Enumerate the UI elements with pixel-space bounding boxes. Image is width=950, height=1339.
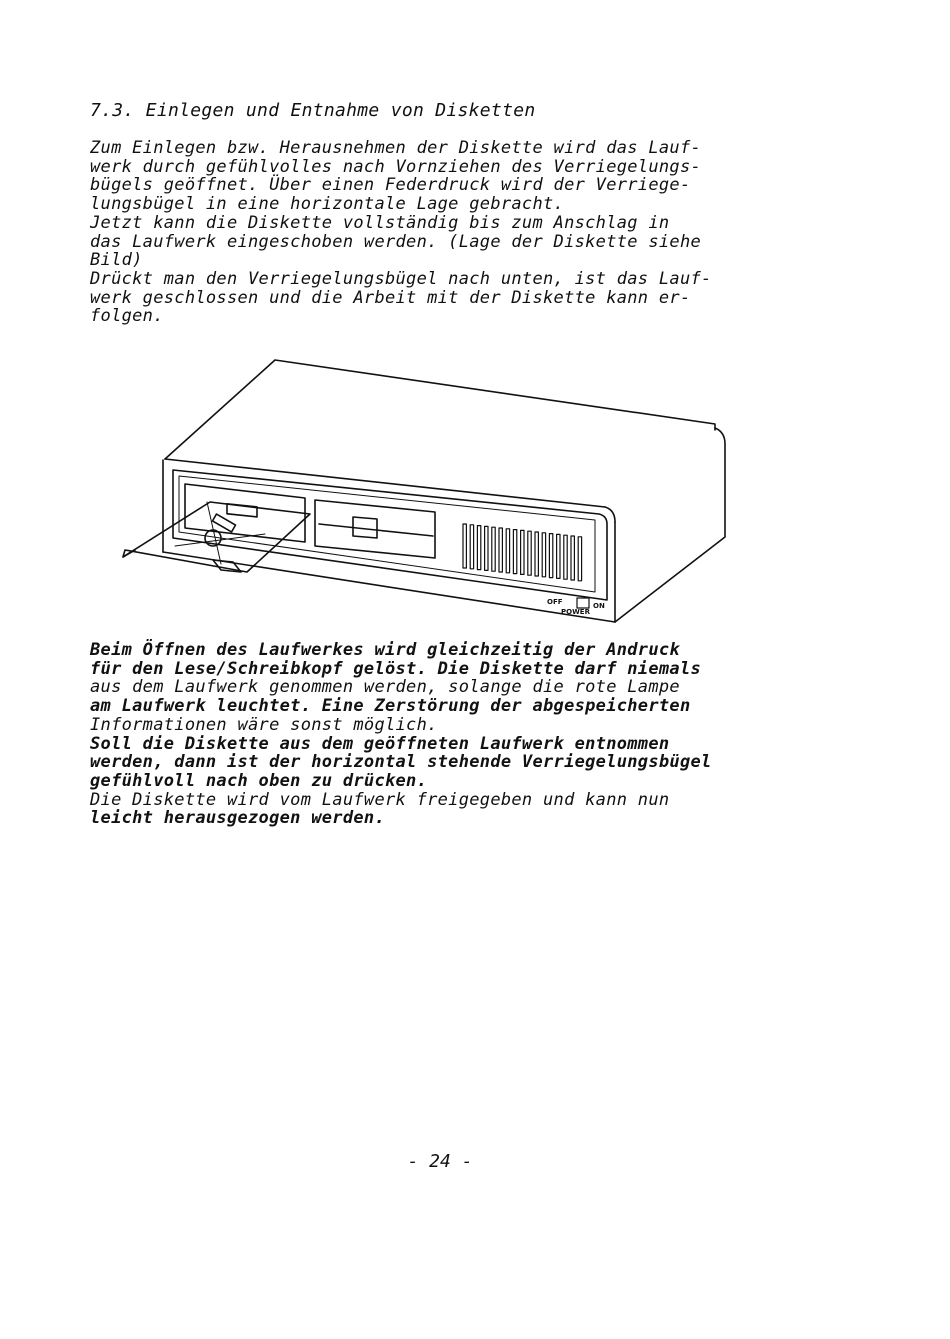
paragraph-line: lungsbügel in eine horizontale Lage gebracht.: [90, 194, 565, 215]
grille-slat: [571, 536, 574, 580]
paragraph-line: werk geschlossen und die Arbeit mit der Diskette kann er-: [90, 287, 691, 308]
paragraph-warnings: [90, 641, 712, 828]
drive-slot-left: [185, 484, 305, 542]
grille-slat: [485, 526, 488, 570]
grille-slat: [542, 533, 545, 577]
paragraph-line: leicht herausgezogen werden.: [90, 808, 385, 829]
paragraph-line: Beim Öffnen des Laufwerkes wird gleichzeitig der Andruck: [90, 640, 680, 660]
paragraph-line: gefühlvoll nach oben zu drücken.: [90, 770, 428, 791]
paragraph-line: Jetzt kann die Diskette vollständig bis zum Anschlag in: [90, 212, 670, 233]
paragraph-line: folgen.: [90, 306, 164, 327]
grille-slat: [521, 530, 524, 574]
grille-slat: [557, 534, 560, 578]
switch-label-off: OFF: [547, 598, 563, 606]
page-number: - 24 -: [407, 1151, 473, 1172]
paragraph-insert-remove: [90, 139, 712, 326]
grille-slat: [549, 534, 552, 578]
switch-label-on: ON: [593, 602, 605, 610]
paragraph-line: Drückt man den Verriegelungsbügel nach unten, ist das Lauf-: [90, 268, 712, 289]
paragraph-line: Bild): [90, 250, 143, 271]
section-heading: 7.3. Einlegen und Entnahme von Disketten: [90, 100, 536, 121]
grille-slat: [513, 530, 516, 574]
paragraph-line: werden, dann ist der horizontal stehende Verriegelungsbügel: [90, 752, 712, 773]
drive-slot-right: [315, 500, 435, 558]
paragraph-line: Die Diskette wird vom Laufwerk freigegeben und kann nun: [90, 789, 670, 810]
paragraph-line: Informationen wäre sonst möglich.: [90, 714, 438, 735]
grille-slat: [564, 535, 567, 579]
grille-slat: [578, 537, 581, 581]
drive-top-outline: [165, 360, 715, 459]
diskette-head-window: [212, 514, 235, 532]
grille-slat: [499, 528, 502, 572]
paragraph-line: bügels geöffnet. Über einen Federdruck wird der Verriege-: [90, 175, 691, 196]
drive-right-top-edge: [615, 428, 725, 622]
drive-top-front-edge: [165, 459, 605, 507]
grille-slat: [528, 531, 531, 575]
paragraph-line: werk durch gefühlvolles nach Vornziehen des Verriegelungs-: [90, 156, 702, 177]
switch-label-power: POWER: [561, 608, 590, 616]
paragraph-line: für den Lese/Schreibkopf gelöst. Die Diskette darf niemals: [90, 658, 702, 679]
paragraph-line: am Laufwerk leuchtet. Eine Zerstörung der abgespeicherten: [90, 696, 691, 717]
paragraph-line: Soll die Diskette aus dem geöffneten Laufwerk entnommen: [90, 733, 670, 754]
grille-slat: [463, 524, 466, 568]
paragraph-line: Zum Einlegen bzw. Herausnehmen der Diskette wird das Lauf-: [90, 138, 702, 158]
paragraph-line: aus dem Laufwerk genommen werden, solange die rote Lampe: [90, 677, 680, 698]
ventilation-grille: [463, 524, 582, 581]
grille-slat: [492, 527, 495, 571]
grille-slat: [535, 532, 538, 576]
grille-slat: [506, 529, 509, 573]
paragraph-line: das Laufwerk eingeschoben werden. (Lage der Diskette siehe: [90, 231, 702, 252]
power-switch: [577, 598, 589, 608]
disk-drive-illustration: [115, 352, 735, 630]
grille-slat: [477, 526, 480, 570]
grille-slat: [470, 525, 473, 569]
